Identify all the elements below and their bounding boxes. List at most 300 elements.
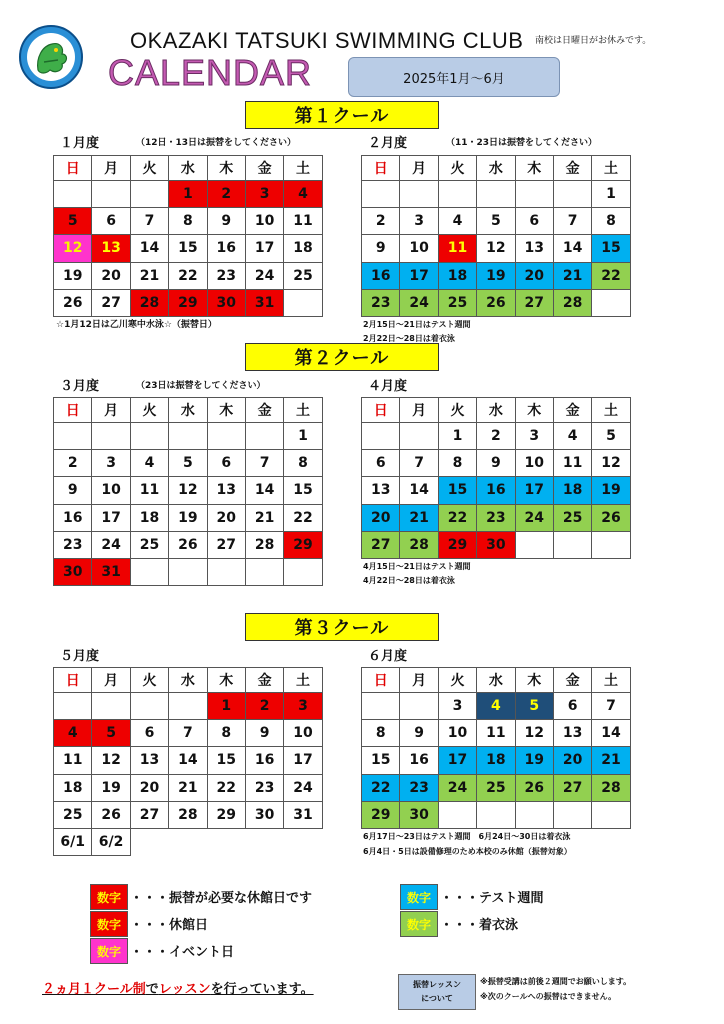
day-cell: 24 xyxy=(92,531,130,558)
week-row xyxy=(54,450,323,477)
day-cell: 13 xyxy=(130,747,168,774)
week-row xyxy=(54,423,323,450)
calendar-apr xyxy=(361,397,631,559)
day-cell: 13 xyxy=(92,235,130,262)
day-cell: 23 xyxy=(362,289,400,316)
day-cell: 23 xyxy=(54,531,92,558)
cour-system-part3: レッスン xyxy=(158,982,211,997)
day-cell: 2 xyxy=(54,450,92,477)
day-cell: 19 xyxy=(477,262,515,289)
day-cell: 15 xyxy=(284,477,322,504)
day-cell: 16 xyxy=(400,747,438,774)
legend-swatch-closure: 数字 xyxy=(90,911,128,937)
day-cell: 2 xyxy=(207,181,245,208)
legend-text-test-week: ・・・テスト週間 xyxy=(440,891,544,906)
weekday-header-row xyxy=(362,398,631,423)
day-cell: 8 xyxy=(169,208,207,235)
calendar-mar xyxy=(53,397,323,586)
day-cell: 31 xyxy=(92,558,130,585)
day-cell: 26 xyxy=(592,504,630,531)
day-cell: 5 xyxy=(92,720,130,747)
calendar-title: CALENDAR xyxy=(108,52,313,93)
week-row xyxy=(54,747,323,774)
day-cell: 6 xyxy=(207,450,245,477)
week-row xyxy=(54,181,323,208)
legend-swatch-makeup-closure: 数字 xyxy=(90,884,128,910)
week-row xyxy=(54,531,323,558)
day-cell xyxy=(477,801,515,828)
day-cell xyxy=(477,181,515,208)
day-cell xyxy=(438,181,476,208)
day-cell: 13 xyxy=(553,720,591,747)
calendar-feb xyxy=(361,155,631,317)
jan-note: （12日・13日は振替をしてください） xyxy=(136,138,297,148)
day-cell: 14 xyxy=(400,477,438,504)
week-row xyxy=(362,720,631,747)
week-row xyxy=(362,450,631,477)
day-cell: 6 xyxy=(515,208,553,235)
day-cell: 18 xyxy=(130,504,168,531)
weekday-header-row xyxy=(54,156,323,181)
day-cell: 21 xyxy=(400,504,438,531)
feb-caption-1: 2月15日～21日はテスト週間 xyxy=(363,320,471,329)
day-cell xyxy=(54,693,92,720)
day-cell: 12 xyxy=(477,235,515,262)
day-cell xyxy=(438,801,476,828)
day-cell: 28 xyxy=(130,289,168,316)
day-cell: 17 xyxy=(438,747,476,774)
day-cell: 8 xyxy=(438,450,476,477)
weekday-header: 木 xyxy=(515,668,553,693)
day-cell: 25 xyxy=(553,504,591,531)
day-cell: 30 xyxy=(400,801,438,828)
day-cell: 9 xyxy=(477,450,515,477)
day-cell: 30 xyxy=(54,558,92,585)
weekday-header: 月 xyxy=(92,668,130,693)
calendar-jan xyxy=(53,155,323,317)
day-cell: 6 xyxy=(130,720,168,747)
weekday-header: 日 xyxy=(362,156,400,181)
day-cell xyxy=(92,423,130,450)
day-cell: 18 xyxy=(553,477,591,504)
day-cell: 10 xyxy=(400,235,438,262)
day-cell: 17 xyxy=(284,747,322,774)
day-cell: 28 xyxy=(592,774,630,801)
weekday-header: 日 xyxy=(54,156,92,181)
weekday-header: 水 xyxy=(477,398,515,423)
day-cell xyxy=(400,423,438,450)
day-cell xyxy=(553,801,591,828)
day-cell: 28 xyxy=(169,801,207,828)
day-cell: 2 xyxy=(362,208,400,235)
weekday-header: 金 xyxy=(245,668,283,693)
day-cell: 12 xyxy=(592,450,630,477)
day-cell: 25 xyxy=(477,774,515,801)
day-cell: 20 xyxy=(515,262,553,289)
day-cell xyxy=(92,181,130,208)
weekday-header: 木 xyxy=(515,398,553,423)
week-row xyxy=(54,558,323,585)
day-cell xyxy=(400,693,438,720)
jun-caption-1: 6月17日～23日はテスト週間 6月24日～30日は着衣泳 xyxy=(363,832,571,841)
day-cell: 20 xyxy=(553,747,591,774)
week-row xyxy=(54,720,323,747)
day-cell: 19 xyxy=(592,477,630,504)
week-row xyxy=(362,262,631,289)
day-cell: 1 xyxy=(284,423,322,450)
cour-system-part1: ２ヵ月１クール制 xyxy=(42,982,146,997)
day-cell: 3 xyxy=(400,208,438,235)
day-cell: 17 xyxy=(245,235,283,262)
day-cell: 21 xyxy=(592,747,630,774)
day-cell: 27 xyxy=(362,531,400,558)
day-cell xyxy=(515,801,553,828)
day-cell: 14 xyxy=(245,477,283,504)
day-cell: 30 xyxy=(245,801,283,828)
day-cell: 18 xyxy=(54,774,92,801)
jan-caption: ☆1月12日は乙川寒中水泳☆（振替日） xyxy=(56,320,217,330)
jan-label: １月度 xyxy=(60,136,100,151)
weekday-header: 金 xyxy=(245,156,283,181)
day-cell: 24 xyxy=(438,774,476,801)
day-cell: 29 xyxy=(438,531,476,558)
day-cell: 15 xyxy=(362,747,400,774)
day-cell xyxy=(54,181,92,208)
day-cell: 16 xyxy=(207,235,245,262)
day-cell: 16 xyxy=(362,262,400,289)
weekday-header: 金 xyxy=(553,398,591,423)
day-cell: 10 xyxy=(438,720,476,747)
day-cell: 10 xyxy=(284,720,322,747)
day-cell: 8 xyxy=(362,720,400,747)
day-cell: 25 xyxy=(130,531,168,558)
day-cell: 11 xyxy=(438,235,476,262)
makeup-box-line1: 振替レッスン xyxy=(413,980,461,989)
day-cell: 3 xyxy=(284,693,322,720)
day-cell: 26 xyxy=(477,289,515,316)
weekday-header: 火 xyxy=(130,668,168,693)
weekday-header-row xyxy=(54,668,323,693)
day-cell xyxy=(169,558,207,585)
day-cell: 26 xyxy=(169,531,207,558)
week-row xyxy=(362,504,631,531)
day-cell: 4 xyxy=(477,693,515,720)
day-cell: 5 xyxy=(592,423,630,450)
day-cell: 21 xyxy=(553,262,591,289)
day-cell xyxy=(207,423,245,450)
week-row xyxy=(362,774,631,801)
week-row xyxy=(54,262,323,289)
weekday-header: 日 xyxy=(362,398,400,423)
weekday-header: 木 xyxy=(207,668,245,693)
weekday-header: 水 xyxy=(169,398,207,423)
day-cell: 4 xyxy=(284,181,322,208)
makeup-box-line2: について xyxy=(421,994,453,1003)
weekday-header: 土 xyxy=(592,398,630,423)
day-cell: 21 xyxy=(169,774,207,801)
weekday-header: 木 xyxy=(207,156,245,181)
day-cell: 11 xyxy=(477,720,515,747)
day-cell: 9 xyxy=(245,720,283,747)
day-cell: 27 xyxy=(207,531,245,558)
day-cell: 15 xyxy=(592,235,630,262)
day-cell: 9 xyxy=(54,477,92,504)
day-cell: 9 xyxy=(400,720,438,747)
day-cell: 29 xyxy=(207,801,245,828)
day-cell: 12 xyxy=(54,235,92,262)
day-cell: 14 xyxy=(553,235,591,262)
day-cell: 28 xyxy=(400,531,438,558)
week-row xyxy=(54,235,323,262)
weekday-header: 金 xyxy=(553,668,591,693)
day-cell: 16 xyxy=(245,747,283,774)
day-cell: 4 xyxy=(54,720,92,747)
day-cell: 14 xyxy=(169,747,207,774)
day-cell: 7 xyxy=(169,720,207,747)
day-cell: 15 xyxy=(169,235,207,262)
weekday-header: 木 xyxy=(515,156,553,181)
day-cell: 12 xyxy=(92,747,130,774)
weekday-header: 月 xyxy=(92,398,130,423)
week-row xyxy=(54,477,323,504)
legend-text-closure: ・・・休館日 xyxy=(130,918,209,933)
cour-2-banner: 第２クール xyxy=(245,343,439,371)
day-cell: 3 xyxy=(245,181,283,208)
cour-system-note xyxy=(42,978,314,997)
day-cell: 5 xyxy=(54,208,92,235)
weekday-header: 土 xyxy=(284,398,322,423)
day-cell: 28 xyxy=(245,531,283,558)
jun-label: ６月度 xyxy=(368,649,408,664)
weekday-header: 金 xyxy=(553,156,591,181)
day-cell: 23 xyxy=(477,504,515,531)
day-cell: 11 xyxy=(130,477,168,504)
day-cell: 19 xyxy=(169,504,207,531)
day-cell: 25 xyxy=(54,801,92,828)
week-row xyxy=(362,531,631,558)
cour-system-part2: で xyxy=(145,982,159,997)
club-name: OKAZAKI TATSUKI SWIMMING CLUB xyxy=(130,28,524,53)
day-cell: 27 xyxy=(92,289,130,316)
weekday-header: 火 xyxy=(438,398,476,423)
day-cell xyxy=(245,423,283,450)
may-label: ５月度 xyxy=(60,649,100,664)
day-cell: 3 xyxy=(92,450,130,477)
day-cell: 4 xyxy=(553,423,591,450)
day-cell: 2 xyxy=(477,423,515,450)
weekday-header: 日 xyxy=(54,398,92,423)
day-cell: 21 xyxy=(245,504,283,531)
week-row xyxy=(362,801,631,828)
day-cell: 1 xyxy=(438,423,476,450)
day-cell: 16 xyxy=(477,477,515,504)
weekday-header-row xyxy=(362,668,631,693)
cour-3-banner: 第３クール xyxy=(245,613,439,641)
period-box: 2025年1月～6月 xyxy=(348,57,560,97)
day-cell: 22 xyxy=(169,262,207,289)
weekday-header: 土 xyxy=(592,156,630,181)
day-cell: 18 xyxy=(438,262,476,289)
day-cell: 22 xyxy=(438,504,476,531)
cour-1-banner: 第１クール xyxy=(245,101,439,129)
day-cell xyxy=(362,693,400,720)
weekday-header: 水 xyxy=(477,156,515,181)
day-cell: 11 xyxy=(553,450,591,477)
day-cell: 22 xyxy=(592,262,630,289)
day-cell xyxy=(207,558,245,585)
day-cell xyxy=(515,531,553,558)
day-cell: 6/1 xyxy=(54,828,92,855)
weekday-header-row xyxy=(54,398,323,423)
day-cell: 22 xyxy=(362,774,400,801)
day-cell: 27 xyxy=(553,774,591,801)
apr-caption-1: 4月15日～21日はテスト週間 xyxy=(363,562,471,571)
weekday-header: 月 xyxy=(400,156,438,181)
day-cell: 13 xyxy=(207,477,245,504)
day-cell: 8 xyxy=(592,208,630,235)
day-cell: 6 xyxy=(553,693,591,720)
day-cell: 10 xyxy=(92,477,130,504)
day-cell: 17 xyxy=(400,262,438,289)
apr-label: ４月度 xyxy=(368,379,408,394)
day-cell: 26 xyxy=(515,774,553,801)
day-cell xyxy=(130,828,168,855)
week-row xyxy=(362,747,631,774)
day-cell: 28 xyxy=(553,289,591,316)
cour-system-part4: を行っています。 xyxy=(210,982,314,997)
legend-swatch-clothed-swim: 数字 xyxy=(400,911,438,937)
day-cell: 7 xyxy=(553,208,591,235)
day-cell: 1 xyxy=(169,181,207,208)
day-cell: 5 xyxy=(515,693,553,720)
day-cell: 16 xyxy=(54,504,92,531)
feb-caption-2: 2月22日～28日は着衣泳 xyxy=(363,334,455,343)
weekday-header: 土 xyxy=(592,668,630,693)
day-cell: 31 xyxy=(284,801,322,828)
day-cell xyxy=(515,181,553,208)
day-cell: 25 xyxy=(438,289,476,316)
day-cell xyxy=(169,828,207,855)
day-cell xyxy=(553,531,591,558)
weekday-header: 金 xyxy=(245,398,283,423)
day-cell: 19 xyxy=(54,262,92,289)
legend-swatch-event: 数字 xyxy=(90,938,128,964)
weekday-header: 水 xyxy=(169,668,207,693)
weekday-header: 土 xyxy=(284,668,322,693)
day-cell xyxy=(130,181,168,208)
day-cell: 3 xyxy=(438,693,476,720)
week-row xyxy=(54,693,323,720)
legend-swatch-test-week: 数字 xyxy=(400,884,438,910)
day-cell: 20 xyxy=(92,262,130,289)
weekday-header: 水 xyxy=(477,668,515,693)
day-cell: 11 xyxy=(54,747,92,774)
weekday-header: 月 xyxy=(400,398,438,423)
makeup-note-2: ※次のクールへの振替はできません。 xyxy=(480,992,617,1001)
day-cell: 7 xyxy=(245,450,283,477)
day-cell xyxy=(54,423,92,450)
week-row xyxy=(362,477,631,504)
day-cell: 19 xyxy=(92,774,130,801)
day-cell xyxy=(207,828,245,855)
day-cell xyxy=(284,289,322,316)
day-cell xyxy=(362,181,400,208)
day-cell xyxy=(400,181,438,208)
day-cell: 8 xyxy=(284,450,322,477)
day-cell: 24 xyxy=(284,774,322,801)
day-cell xyxy=(169,423,207,450)
weekday-header: 火 xyxy=(438,668,476,693)
day-cell xyxy=(92,693,130,720)
day-cell: 20 xyxy=(362,504,400,531)
day-cell: 26 xyxy=(92,801,130,828)
closure-note: 南校は日曜日がお休みです。 xyxy=(535,36,652,46)
weekday-header: 月 xyxy=(400,668,438,693)
day-cell: 30 xyxy=(477,531,515,558)
day-cell: 6 xyxy=(362,450,400,477)
makeup-note-1: ※振替受講は前後２週間でお願いします。 xyxy=(480,977,632,986)
day-cell xyxy=(245,558,283,585)
day-cell: 4 xyxy=(130,450,168,477)
weekday-header: 日 xyxy=(362,668,400,693)
day-cell: 29 xyxy=(284,531,322,558)
day-cell: 10 xyxy=(515,450,553,477)
mar-note: （23日は振替をしてください） xyxy=(136,381,266,391)
day-cell: 20 xyxy=(207,504,245,531)
weekday-header-row xyxy=(362,156,631,181)
apr-caption-2: 4月22日～28日は着衣泳 xyxy=(363,576,455,585)
day-cell: 15 xyxy=(438,477,476,504)
day-cell: 10 xyxy=(245,208,283,235)
day-cell: 29 xyxy=(169,289,207,316)
day-cell: 6/2 xyxy=(92,828,130,855)
legend-text-clothed-swim: ・・・着衣泳 xyxy=(440,918,519,933)
day-cell: 11 xyxy=(284,208,322,235)
day-cell: 13 xyxy=(515,235,553,262)
week-row xyxy=(362,235,631,262)
week-row xyxy=(362,208,631,235)
week-row xyxy=(362,693,631,720)
week-row xyxy=(54,801,323,828)
week-row xyxy=(362,181,631,208)
weekday-header: 火 xyxy=(130,398,168,423)
day-cell: 7 xyxy=(130,208,168,235)
makeup-lesson-box xyxy=(398,974,476,1010)
day-cell: 14 xyxy=(130,235,168,262)
weekday-header: 木 xyxy=(207,398,245,423)
weekday-header: 水 xyxy=(169,156,207,181)
week-row xyxy=(54,504,323,531)
day-cell: 24 xyxy=(515,504,553,531)
day-cell: 27 xyxy=(130,801,168,828)
day-cell xyxy=(130,423,168,450)
legend-text-makeup-closure: ・・・振替が必要な休館日です xyxy=(130,891,313,906)
day-cell: 14 xyxy=(592,720,630,747)
feb-label: ２月度 xyxy=(368,136,408,151)
day-cell xyxy=(130,558,168,585)
day-cell: 6 xyxy=(92,208,130,235)
day-cell: 24 xyxy=(245,262,283,289)
week-row xyxy=(362,423,631,450)
week-row xyxy=(362,289,631,316)
day-cell xyxy=(592,801,630,828)
day-cell: 19 xyxy=(515,747,553,774)
day-cell: 27 xyxy=(515,289,553,316)
week-row xyxy=(54,828,323,855)
day-cell: 24 xyxy=(400,289,438,316)
weekday-header: 月 xyxy=(92,156,130,181)
day-cell xyxy=(169,693,207,720)
